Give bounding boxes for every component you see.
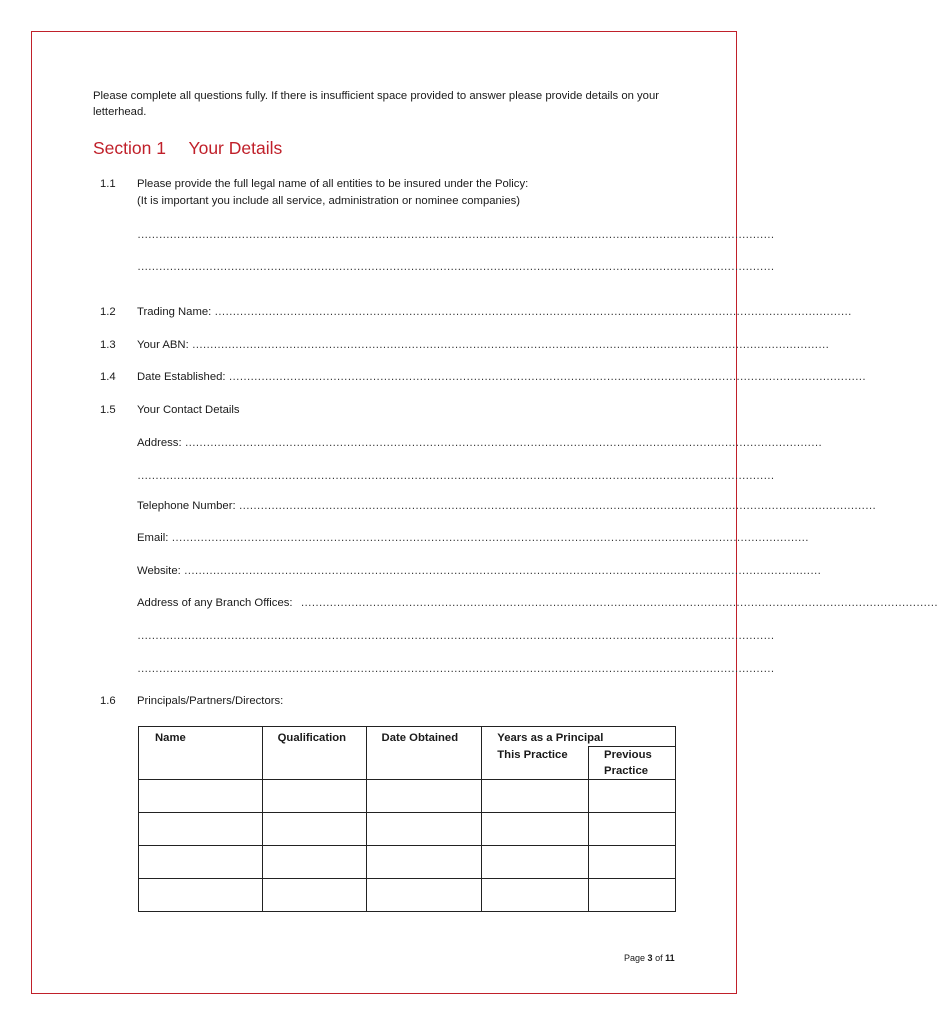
contact-details-label: Your Contact Details (137, 404, 240, 416)
table-cell[interactable] (139, 813, 263, 846)
telephone-field[interactable]: …………………………………………………………………………………………………………………………………………………………… (238, 500, 876, 512)
telephone-row (137, 500, 876, 512)
address-line-2[interactable]: …………………………………………………………………………………………………………………………………………………………… (137, 470, 775, 482)
table-cell[interactable] (366, 879, 482, 912)
table-row (139, 879, 676, 912)
intro-text: Please complete all questions fully. If there is insufficient space provided to answer please provide details on your letterhead. (93, 90, 659, 118)
table-row (139, 846, 676, 879)
table-cell[interactable] (139, 780, 263, 813)
abn-row (137, 339, 829, 351)
table-cell[interactable] (482, 879, 589, 912)
question-1-1-line2: (It is important you include all service, administration or nominee companies) (137, 195, 521, 207)
header-date-obtained: Date Obtained (366, 727, 482, 780)
header-previous-practice: Previous Practice (589, 747, 676, 780)
address-label: Address: (137, 437, 182, 449)
table-cell[interactable] (482, 813, 589, 846)
website-label: Website: (137, 565, 181, 577)
table-cell[interactable] (589, 813, 676, 846)
table-row (139, 813, 676, 846)
page-number: 3 (647, 953, 653, 963)
branch-offices-label: Address of any Branch Offices: (137, 597, 293, 609)
trading-name-field[interactable]: …………………………………………………………………………………………………………………………………………………………… (214, 306, 852, 318)
abn-field[interactable]: …………………………………………………………………………………………………………………………………………………………… (191, 339, 829, 351)
question-number: 1.2 (100, 306, 116, 318)
branch-offices-line-2[interactable]: …………………………………………………………………………………………………………………………………………………………… (137, 630, 775, 642)
page-total: 11 (665, 953, 675, 963)
table-cell[interactable] (262, 813, 366, 846)
question-number: 1.3 (100, 339, 116, 351)
table-cell[interactable] (482, 846, 589, 879)
table-cell[interactable] (262, 846, 366, 879)
email-field[interactable]: …………………………………………………………………………………………………………………………………………………………… (171, 532, 809, 544)
table-cell[interactable] (589, 780, 676, 813)
principals-table (138, 726, 676, 912)
website-row (137, 565, 821, 577)
address-field[interactable]: …………………………………………………………………………………………………………………………………………………………… (184, 437, 822, 449)
table-cell[interactable] (366, 846, 482, 879)
trading-name-label: Trading Name: (137, 306, 212, 318)
page-word: Page (624, 953, 646, 963)
table-row (139, 780, 676, 813)
table-cell[interactable] (139, 846, 263, 879)
table-cell[interactable] (262, 879, 366, 912)
section-heading (93, 138, 282, 159)
branch-offices-row (137, 597, 938, 609)
website-field[interactable]: …………………………………………………………………………………………………………………………………………………………… (183, 565, 821, 577)
question-number: 1.6 (100, 695, 116, 707)
table-cell[interactable] (139, 879, 263, 912)
header-years-principal: Years as a Principal (482, 727, 676, 747)
header-this-practice: This Practice (482, 747, 589, 780)
email-row (137, 532, 809, 544)
question-number: 1.4 (100, 371, 116, 383)
date-established-field[interactable]: …………………………………………………………………………………………………………………………………………………………… (228, 371, 866, 383)
email-label: Email: (137, 532, 169, 544)
question-number: 1.1 (100, 178, 116, 190)
address-row (137, 437, 822, 449)
table-cell[interactable] (482, 780, 589, 813)
table-cell[interactable] (366, 813, 482, 846)
branch-offices-field[interactable]: …………………………………………………………………………………………………………………………………………………………… (300, 597, 938, 609)
branch-offices-line-3[interactable]: …………………………………………………………………………………………………………………………………………………………… (137, 663, 775, 675)
header-name: Name (139, 727, 263, 780)
table-cell[interactable] (589, 846, 676, 879)
section-title: Your Details (188, 138, 283, 158)
page-footer (624, 953, 675, 963)
section-number: Section 1 (93, 138, 166, 158)
abn-label: Your ABN: (137, 339, 189, 351)
of-word: of (655, 953, 663, 963)
table-cell[interactable] (262, 780, 366, 813)
header-qualification: Qualification (262, 727, 366, 780)
table-cell[interactable] (589, 879, 676, 912)
telephone-label: Telephone Number: (137, 500, 236, 512)
answer-line[interactable]: …………………………………………………………………………………………………………………………………………………………… (137, 261, 775, 273)
question-1-1-line1: Please provide the full legal name of all entities to be insured under the Policy: (137, 178, 529, 190)
question-number: 1.5 (100, 404, 116, 416)
date-established-row (137, 371, 866, 383)
answer-line[interactable]: …………………………………………………………………………………………………………………………………………………………… (137, 229, 775, 241)
trading-name-row (137, 306, 852, 318)
principals-label: Principals/Partners/Directors: (137, 695, 284, 707)
date-established-label: Date Established: (137, 371, 226, 383)
table-cell[interactable] (366, 780, 482, 813)
